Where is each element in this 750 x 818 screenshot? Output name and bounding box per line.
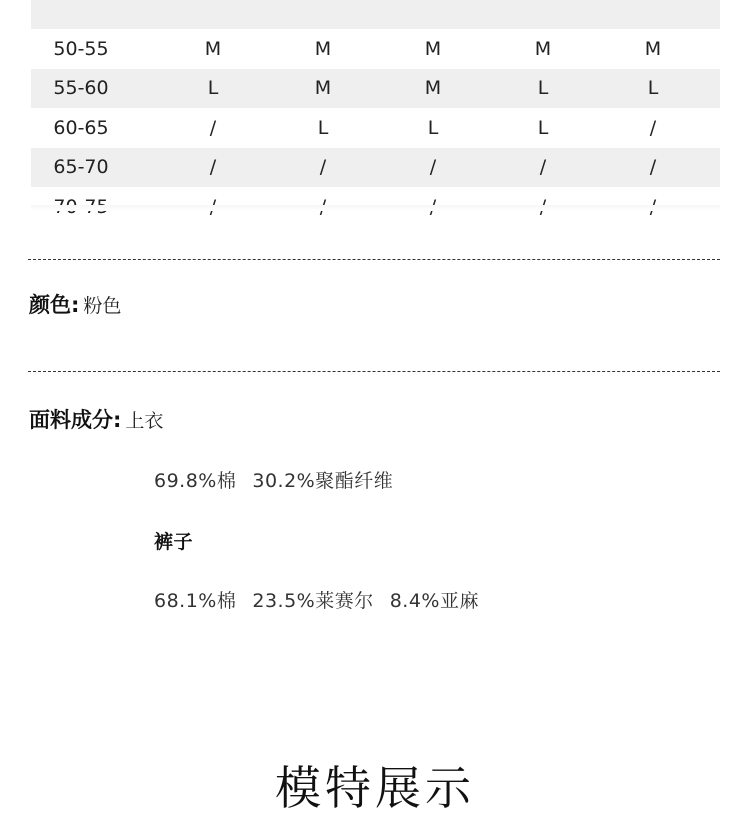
size-cell: M [204, 38, 222, 61]
size-cell: M [424, 77, 442, 100]
section-heading: 模特展示 [275, 761, 475, 815]
weight-range: 50-55 [53, 38, 109, 61]
composition-item: 69.8%棉 [154, 470, 237, 492]
size-cell: / [539, 156, 547, 179]
size-cell: M [314, 38, 332, 61]
weight-range: 60-65 [53, 116, 109, 139]
weight-range: 65-70 [53, 156, 109, 179]
size-cell: L [207, 77, 219, 100]
composition-item: 23.5%莱赛尔 [252, 590, 374, 612]
color-line [29, 289, 121, 319]
weight-range: 55-60 [53, 77, 109, 100]
composition-item: 8.4%亚麻 [389, 590, 479, 612]
composition-item: 68.1%棉 [154, 590, 237, 612]
fabric-label: 面料成分: [29, 408, 122, 432]
size-cell: M [644, 38, 662, 61]
dashed-divider [28, 259, 720, 260]
size-cell: / [209, 156, 217, 179]
size-cell: L [317, 116, 329, 139]
size-cell: L [647, 77, 659, 100]
composition-item: 30.2%聚酯纤维 [252, 470, 394, 492]
size-cell: / [649, 116, 657, 139]
table-row [31, 148, 720, 187]
table-row [31, 69, 720, 108]
table-row [31, 0, 720, 29]
pants-label: 裤子 [154, 531, 194, 553]
size-cell: / [319, 156, 327, 179]
size-cell: / [209, 116, 217, 139]
top-composition [154, 466, 393, 493]
size-cell: L [427, 116, 439, 139]
table-row [31, 29, 720, 68]
table-bottom-shadow [31, 205, 720, 211]
size-cell: M [534, 38, 552, 61]
size-cell: M [314, 77, 332, 100]
table-row [31, 108, 720, 147]
size-cell: L [537, 77, 549, 100]
dashed-divider [28, 371, 720, 372]
top-label: 上衣 [125, 410, 164, 432]
color-label: 颜色: [29, 293, 80, 317]
fabric-line [29, 404, 163, 434]
size-cell: / [429, 156, 437, 179]
size-cell: / [649, 156, 657, 179]
pants-composition [154, 586, 479, 613]
size-table [31, 0, 720, 226]
size-cell: L [537, 116, 549, 139]
color-value: 粉色 [83, 295, 122, 317]
size-cell: M [424, 38, 442, 61]
